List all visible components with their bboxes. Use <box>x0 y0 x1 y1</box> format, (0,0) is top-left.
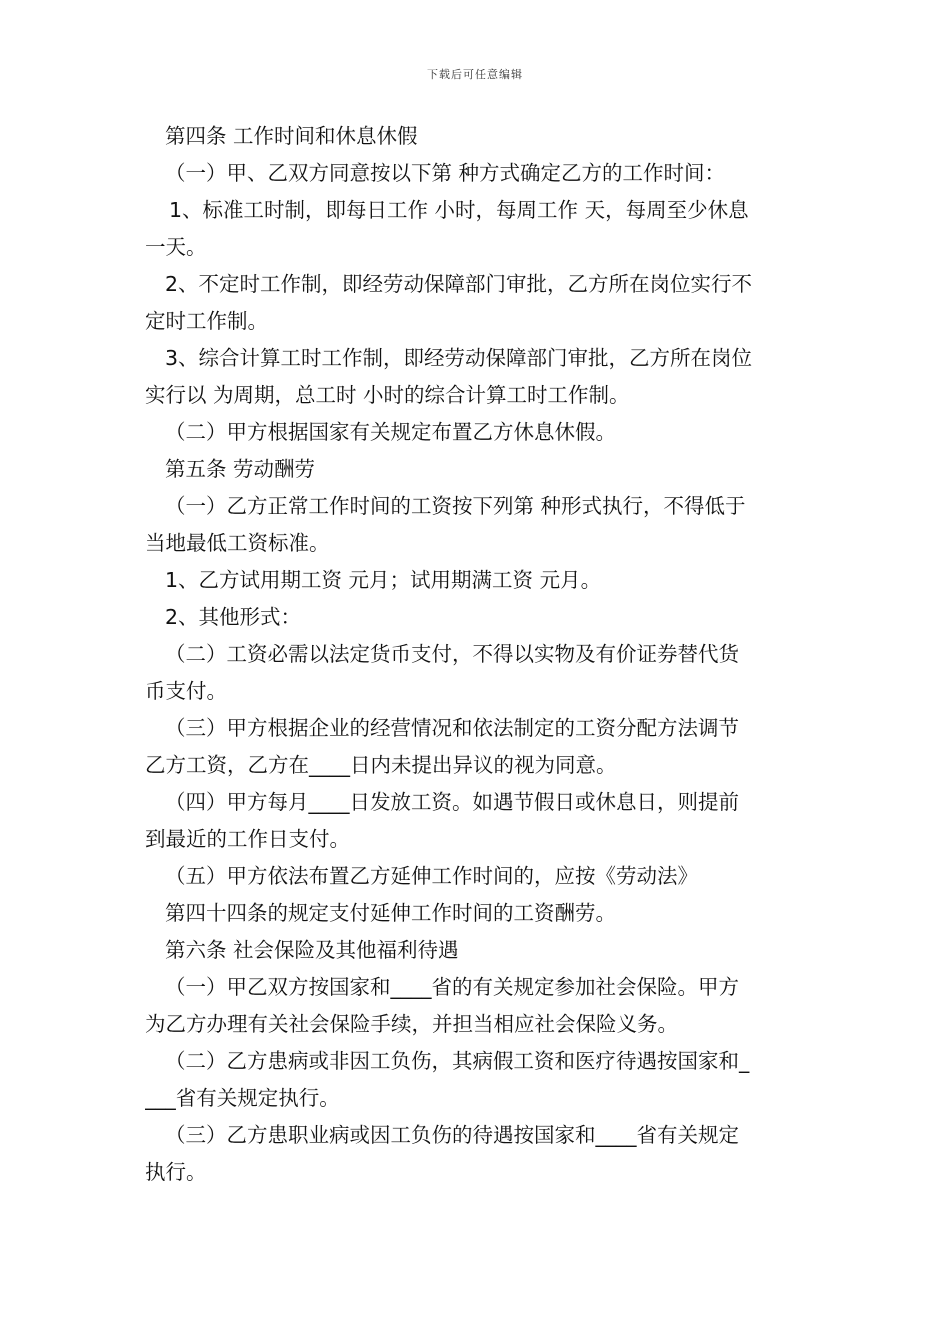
header-note: 下载后可任意编辑 <box>427 68 523 81</box>
paragraph-line: （一）乙方正常工作时间的工资按下列第 种形式执行，不得低于 <box>165 494 746 518</box>
paragraph-line: 1、标准工时制，即每日工作 小时，每周工作 天，每周至少休息 <box>169 198 749 222</box>
document-body <box>145 118 807 1191</box>
paragraph-line: （四）甲方每月____日发放工资。如遇节假日或休息日，则提前 <box>165 790 739 814</box>
paragraph-line: 2、其他形式： <box>165 605 302 629</box>
paragraph-line: 3、综合计算工时工作制，即经劳动保障部门审批，乙方所在岗位 <box>165 346 753 370</box>
paragraph-line: （三）乙方患职业病或因工负伤的待遇按国家和____省有关规定 <box>165 1123 739 1147</box>
paragraph-line: 乙方工资，乙方在____日内未提出异议的视为同意。 <box>145 753 617 777</box>
paragraph-line: （二）工资必需以法定货币支付，不得以实物及有价证券替代货 <box>165 642 739 666</box>
paragraph-line: 一天。 <box>145 235 207 259</box>
paragraph-line: 2、不定时工作制，即经劳动保障部门审批，乙方所在岗位实行不 <box>165 272 753 296</box>
paragraph-line: 第四十四条的规定支付延伸工作时间的工资酬劳。 <box>165 901 616 925</box>
paragraph-line: 到最近的工作日支付。 <box>145 827 350 851</box>
paragraph-line: （一）甲、乙双方同意按以下第 种方式确定乙方的工作时间： <box>165 161 726 185</box>
paragraph-line: （一）甲乙双方按国家和____省的有关规定参加社会保险。甲方 <box>165 975 739 999</box>
paragraph-line: 第六条 社会保险及其他福利待遇 <box>165 938 459 962</box>
paragraph-line: 实行以 为周期，总工时 小时的综合计算工时工作制。 <box>145 383 630 407</box>
paragraph-line: （二）乙方患病或非因工负伤，其病假工资和医疗待遇按国家和_ <box>165 1049 750 1073</box>
paragraph-line: 第五条 劳动酬劳 <box>165 457 316 481</box>
paragraph-line: （二）甲方根据国家有关规定布置乙方休息休假。 <box>165 420 616 444</box>
paragraph-line: 执行。 <box>145 1160 207 1184</box>
paragraph-line: 定时工作制。 <box>145 309 268 333</box>
paragraph-line: 当地最低工资标准。 <box>145 531 330 555</box>
paragraph-line: ___省有关规定执行。 <box>145 1086 340 1110</box>
paragraph-line: 第四条 工作时间和休息休假 <box>165 124 418 148</box>
paragraph-line: （三）甲方根据企业的经营情况和依法制定的工资分配方法调节 <box>165 716 739 740</box>
paragraph-line: 币支付。 <box>145 679 227 703</box>
paragraph-line: 为乙方办理有关社会保险手续，并担当相应社会保险义务。 <box>145 1012 678 1036</box>
paragraph-line: （五）甲方依法布置乙方延伸工作时间的，应按《劳动法》 <box>165 864 698 888</box>
paragraph-line: 1、乙方试用期工资 元月；试用期满工资 元月。 <box>165 568 602 592</box>
